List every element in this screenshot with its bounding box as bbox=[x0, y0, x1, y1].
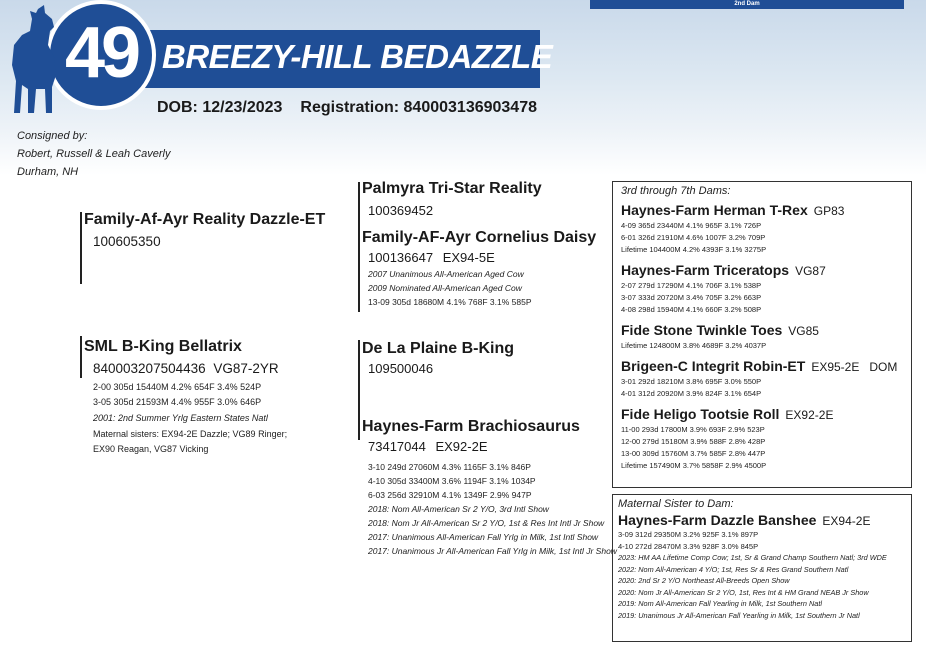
dam-dam-record: 6-03 256d 32910M 4.1% 1349F 2.9% 947P bbox=[368, 490, 532, 500]
dam-entry-class: VG85 bbox=[788, 324, 819, 338]
dam-dam-reg: 73417044 bbox=[368, 439, 426, 454]
dam-entry-line: 13-00 309d 15760M 3.7% 585F 2.8% 447P bbox=[621, 449, 766, 458]
sire-dam-notes bbox=[368, 267, 532, 309]
sire-dam-note: 2007 Unanimous All-American Aged Cow bbox=[368, 269, 524, 279]
dam-dam-details bbox=[368, 460, 617, 558]
sister-record: 3-09 312d 29350M 3.2% 925F 3.1% 897P bbox=[618, 530, 759, 539]
sister-note: 2022: Nom All-American 4 Y/O; 1st, Res Sr & Res Grand Southern Natl bbox=[618, 564, 849, 574]
sister-name: Haynes-Farm Dazzle Banshee bbox=[618, 512, 817, 528]
dam-entry-name: Haynes-Farm Triceratops bbox=[621, 262, 790, 278]
dam-entry-line: 3-01 292d 18210M 3.8% 695F 3.0% 550P bbox=[621, 377, 762, 386]
dam-dam-class: EX92-2E bbox=[435, 439, 488, 454]
sister-note: 2019: Nom All-American Fall Yearling in Milk, 1st Southern Natl bbox=[618, 599, 822, 608]
sire-dam-note: 2009 Nominated All-American Aged Cow bbox=[368, 283, 522, 293]
dam-entry-name: Brigeen-C Integrit Robin-ET bbox=[621, 358, 806, 374]
sister-note: 2023: HM AA Lifetime Comp Cow; 1st, Sr & Grand Champ Southern Natl; 3rd WDE bbox=[618, 553, 887, 562]
sire-side-bracket-line bbox=[358, 182, 360, 312]
dam-entry-line: 3-07 333d 20720M 3.4% 705F 3.2% 663P bbox=[621, 293, 762, 302]
sire-reg: 100605350 bbox=[93, 234, 161, 249]
dam-dam-note: 2018: Nom All-American Sr 2 Y/O, 3rd Intl Show bbox=[368, 504, 549, 514]
dam-reg-line bbox=[93, 361, 279, 376]
dams-box-entry bbox=[621, 322, 911, 352]
dam-side-bracket-line bbox=[358, 340, 360, 440]
dam-entry-line: 4-09 365d 23440M 4.1% 965F 3.1% 726P bbox=[621, 221, 762, 230]
dams-box-heading: 3rd through 7th Dams: bbox=[621, 185, 731, 197]
consigned-label: Consigned by: bbox=[17, 130, 88, 142]
dam-entry-line: 12-00 279d 15180M 3.9% 588F 2.8% 428P bbox=[621, 437, 766, 446]
dam-dam-reg-line bbox=[368, 439, 488, 454]
dams-box-entry bbox=[621, 202, 911, 256]
dam-records bbox=[93, 380, 287, 457]
dam-dam-note: 2017: Unanimous All-American Fall Yrlg in Milk, 1st Intl Show bbox=[368, 532, 599, 542]
dam-reg: 840003207504436 bbox=[93, 361, 206, 376]
consigned-by bbox=[17, 127, 170, 181]
sire-dam-reg-line bbox=[368, 250, 495, 265]
dam-entry-line: 6-01 326d 21910M 4.6% 1007F 3.2% 709P bbox=[621, 233, 766, 242]
dam-class: VG87-2YR bbox=[213, 361, 279, 376]
dam-entry-line: Lifetime 157490M 3.7% 5858F 2.9% 4500P bbox=[621, 461, 767, 470]
sire-name: Family-Af-Ayr Reality Dazzle-ET bbox=[84, 211, 326, 228]
consigned-location: Durham, NH bbox=[17, 166, 79, 178]
dam-sire-reg: 109500046 bbox=[368, 361, 434, 376]
dam-entry-class: EX92-2E bbox=[785, 408, 834, 422]
animal-name: BREEZY-HILL BEDAZZLE bbox=[162, 38, 553, 75]
dams-box-entry bbox=[621, 358, 911, 400]
dam-entry-name: Haynes-Farm Herman T-Rex bbox=[621, 202, 808, 218]
sire-dam-class: EX94-5E bbox=[442, 250, 495, 265]
dam-entry-name: Fide Stone Twinkle Toes bbox=[621, 322, 783, 338]
sire-bracket-line bbox=[80, 212, 82, 284]
dams-box bbox=[612, 181, 912, 488]
top-tab: 2nd Dam bbox=[590, 0, 904, 9]
dam-sire-name: De La Plaine B-King bbox=[362, 340, 515, 357]
maternal-sister-box bbox=[612, 494, 912, 642]
sire-sire-reg: 100369452 bbox=[368, 203, 434, 218]
sister-note: 2020: Nom Jr All-American Sr 2 Y/O, 1st, Res Int & HM Grand NEAB Jr Show bbox=[618, 587, 869, 597]
sire-dam-name: Family-AF-Ayr Cornelius Daisy bbox=[362, 229, 597, 246]
dam-record: 2-00 305d 15440M 4.2% 654F 3.4% 524P bbox=[93, 382, 262, 392]
sire-sire-name: Palmyra Tri-Star Reality bbox=[362, 180, 542, 197]
dams-box-entry bbox=[621, 406, 911, 472]
dam-dam-record: 4-10 305d 33400M 3.6% 1194F 3.1% 1034P bbox=[368, 476, 536, 486]
dam-entry-line: 2-07 279d 17290M 4.1% 706F 3.1% 538P bbox=[621, 281, 762, 290]
dam-entry-line: Lifetime 124800M 3.8% 4689F 3.2% 4037P bbox=[621, 341, 767, 350]
dob: DOB: 12/23/2023 bbox=[157, 99, 283, 116]
dam-entry-name: Fide Heligo Tootsie Roll bbox=[621, 406, 780, 422]
dam-record: 3-05 305d 21593M 4.4% 955F 3.0% 646P bbox=[93, 397, 262, 407]
sister-note: 2020: 2nd Sr 2 Y/O Northeast All-Breeds Open Show bbox=[618, 576, 790, 585]
sister-class: EX94-2E bbox=[822, 514, 871, 528]
dam-sisters: EX90 Reagan, VG87 Vicking bbox=[93, 444, 209, 454]
dam-name: SML B-King Bellatrix bbox=[84, 338, 242, 355]
sister-box-heading: Maternal Sister to Dam: bbox=[618, 498, 734, 510]
dam-bracket-line bbox=[80, 336, 82, 378]
dam-dam-note: 2017: Unanimous Jr All-American Fall Yrlg in Milk, 1st Intl Jr Show bbox=[368, 546, 617, 556]
dam-entry-line: 11-00 293d 17800M 3.9% 693F 2.9% 523P bbox=[621, 425, 765, 434]
dob-registration-line bbox=[157, 99, 537, 117]
dam-sisters: Maternal sisters: EX94-2E Dazzle; VG89 Ringer; bbox=[93, 429, 288, 439]
sire-dam-reg: 100136647 bbox=[368, 250, 434, 265]
sire-dam-record: 13-09 305d 18680M 4.1% 768F 3.1% 585P bbox=[368, 297, 532, 307]
dam-award: 2001: 2nd Summer Yrlg Eastern States Natl bbox=[93, 413, 268, 423]
dam-entry-class: EX95-2E DOM bbox=[811, 360, 898, 374]
dam-entry-line: Lifetime 104400M 4.2% 4393F 3.1% 3275P bbox=[621, 245, 767, 254]
dam-dam-note: 2018: Nom Jr All-American Sr 2 Y/O, 1st & Res Int Intl Jr Show bbox=[368, 518, 605, 528]
consigned-names: Robert, Russell & Leah Caverly bbox=[17, 148, 171, 160]
dam-entry-class: VG87 bbox=[795, 264, 826, 278]
cow-silhouette-icon bbox=[8, 5, 68, 117]
dam-entry-class: GP83 bbox=[813, 204, 845, 218]
registration: Registration: 840003136903478 bbox=[300, 99, 537, 116]
lot-number: 49 bbox=[64, 13, 138, 93]
sister-note: 2019: Unanimous Jr All-American Fall Yearling in Milk, 1st Southern Jr Natl bbox=[618, 610, 860, 620]
dams-box-entry bbox=[621, 262, 911, 316]
dam-entry-line: 4-08 298d 15940M 4.1% 660F 3.2% 508P bbox=[621, 305, 762, 314]
dam-dam-name: Haynes-Farm Brachiosaurus bbox=[362, 418, 580, 435]
sister-record: 4-10 272d 28470M 3.3% 928F 3.0% 845P bbox=[618, 541, 759, 551]
dam-entry-line: 4-01 312d 20920M 3.9% 824F 3.1% 654P bbox=[621, 389, 762, 398]
dam-dam-record: 3-10 249d 27060M 4.3% 1165F 3.1% 846P bbox=[368, 462, 531, 472]
